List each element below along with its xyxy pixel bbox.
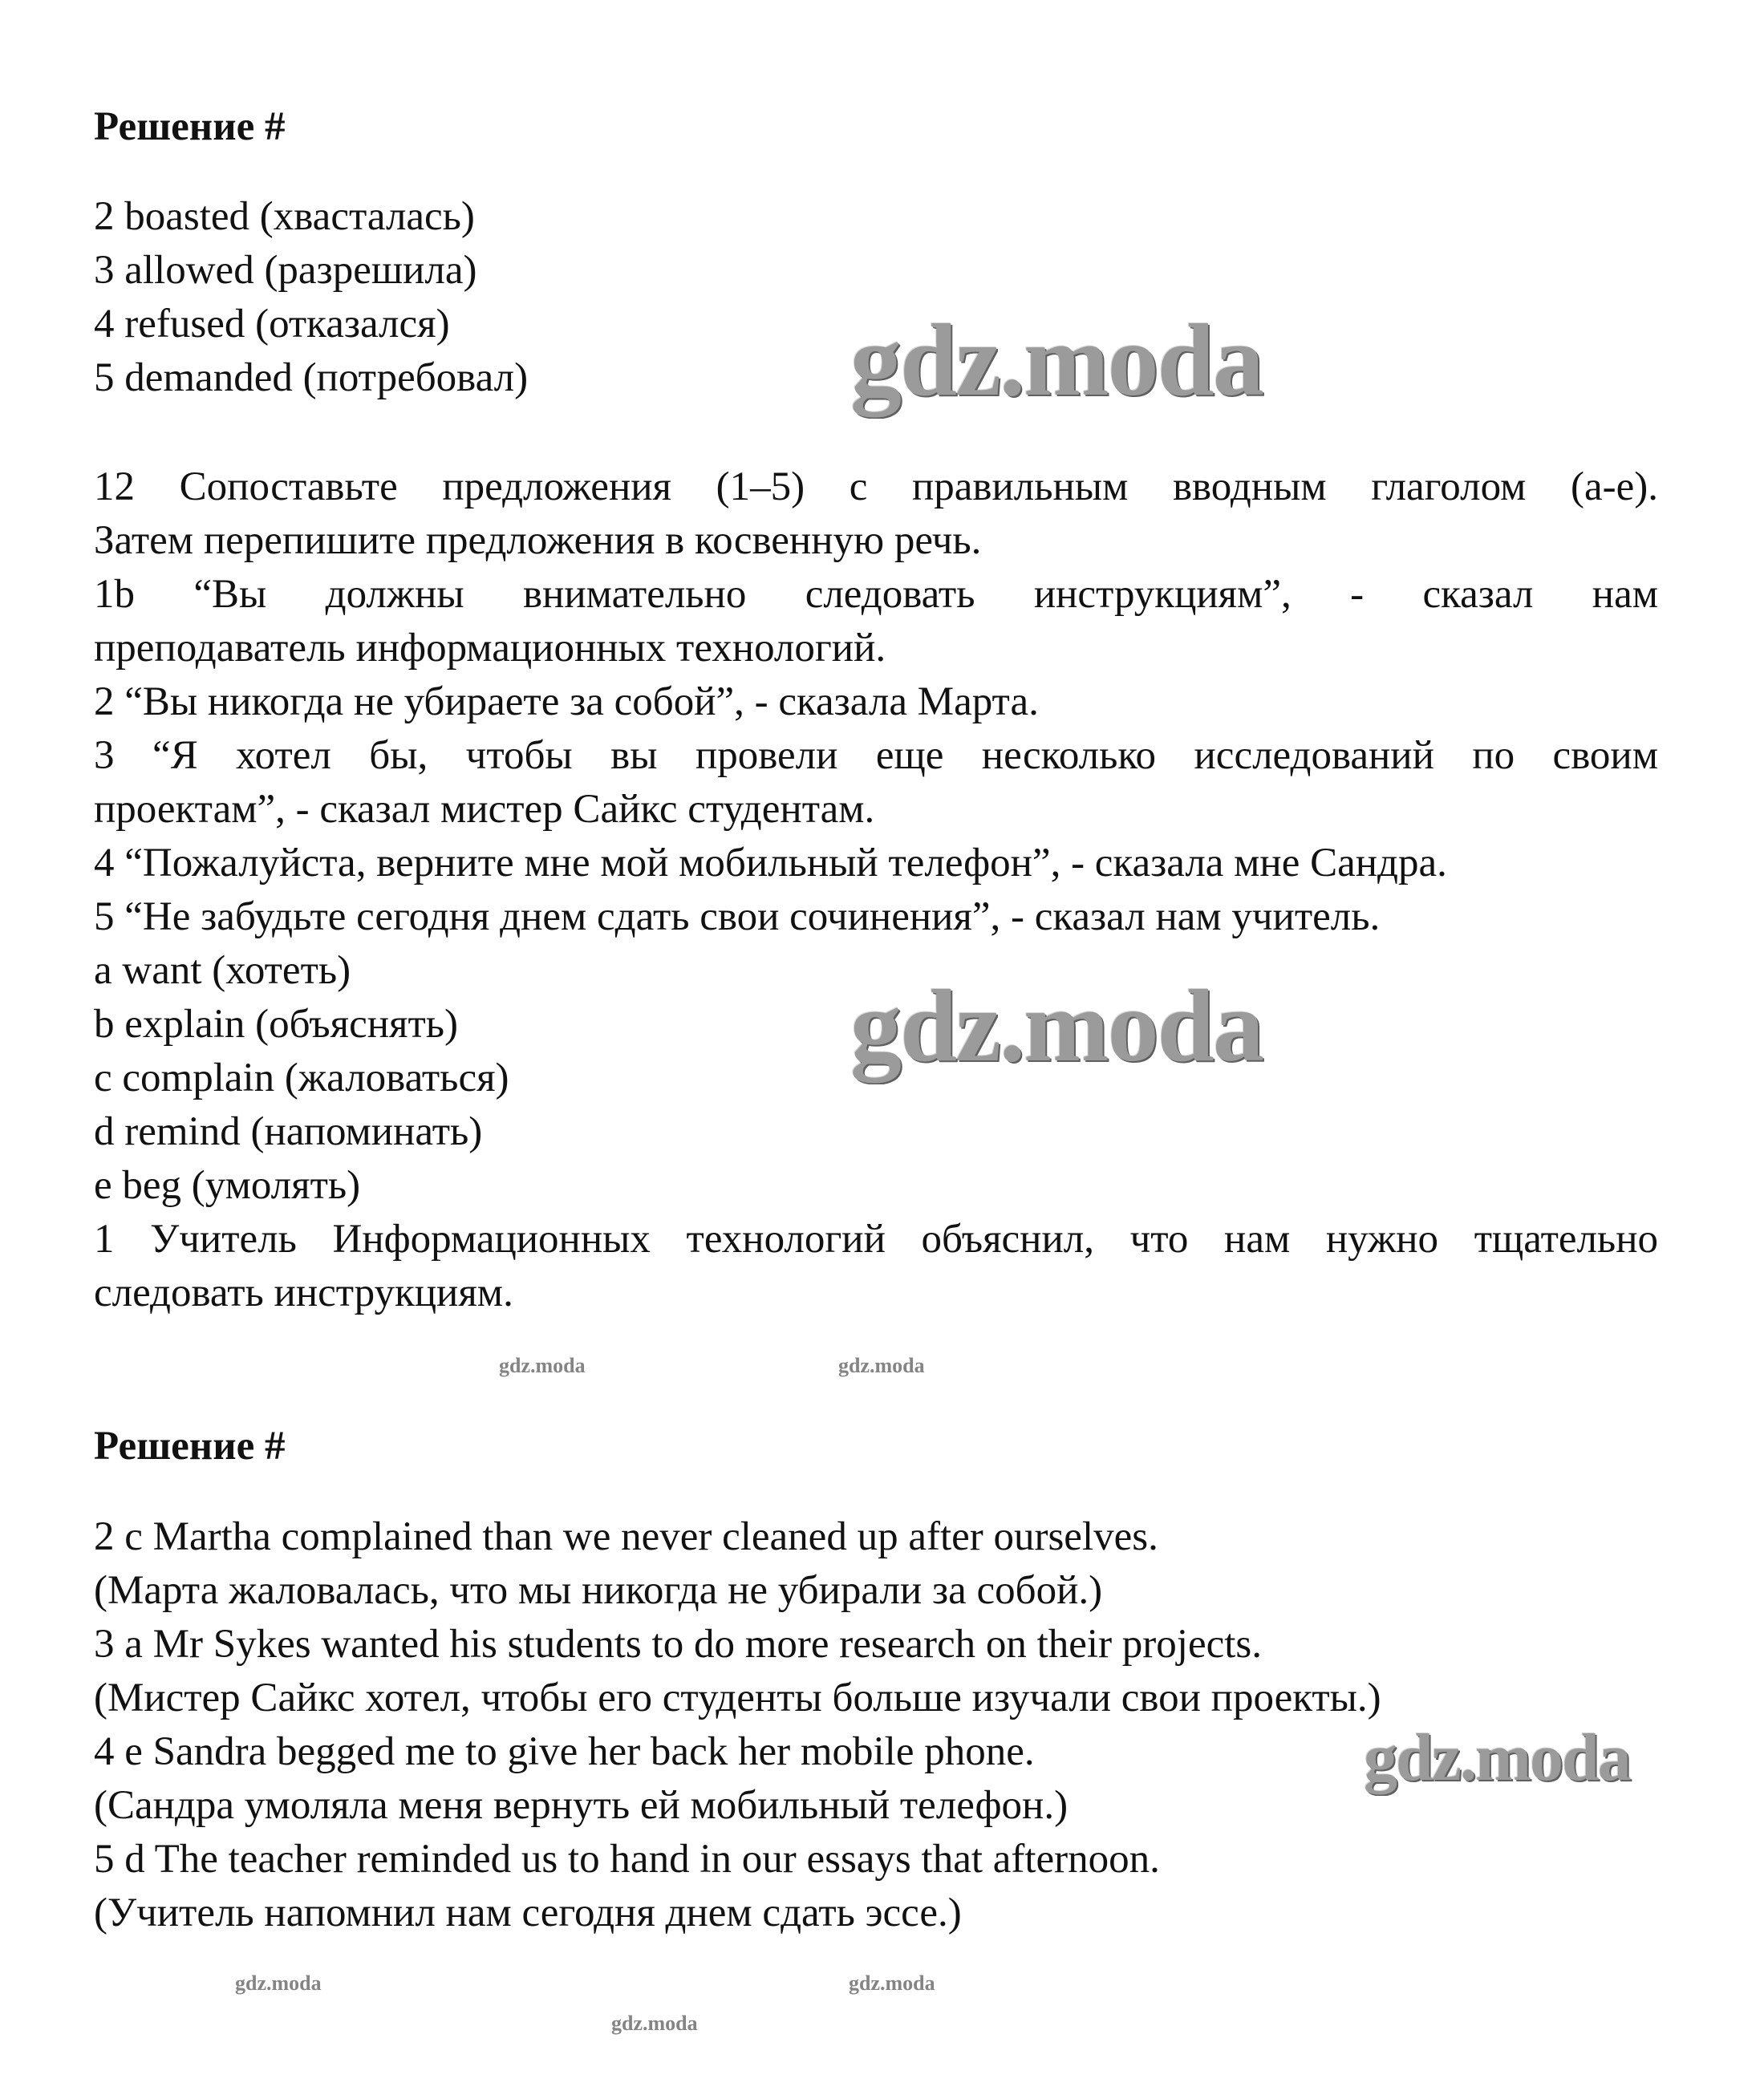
answer-line: 2 c Martha complained than we never cleaned up after ourselves. [94,1514,1158,1559]
answer-line: (Марта жаловалась, что мы никогда не убирали за собой.) [94,1568,1103,1613]
task-line: 12 Сопоставьте предложения (1–5) с правильным вводным глаголом (a-e). [94,464,1658,509]
watermark-small: gdz.moda [235,1971,322,1995]
answer-line: 4 refused (отказался) [94,302,450,346]
answer-line: (Мистер Сайкс хотел, чтобы его студенты больше изучали свои проекты.) [94,1676,1381,1720]
answer-line: (Сандра умоляла меня вернуть ей мобильный телефон.) [94,1783,1069,1828]
answer-line: 3 a Mr Sykes wanted his students to do more research on their projects. [94,1622,1262,1667]
watermark: gdz.moda [850,969,1263,1083]
task-line: 1b “Вы должны внимательно следовать инструкциям”, - сказал нам [94,572,1658,617]
section2-heading: Решение # [94,1424,286,1469]
watermark-small: gdz.moda [849,1971,935,1995]
task-line: преподаватель информационных технологий. [94,626,886,671]
task-line: 4 “Пожалуйста, верните мне мой мобильный телефон”, - сказала мне Сандра. [94,841,1447,885]
option-line: c complain (жаловаться) [94,1056,509,1100]
task-line: 5 “Не забудьте сегодня днем сдать свои сочинения”, - сказал нам учитель. [94,894,1381,939]
watermark-small: gdz.moda [838,1354,925,1377]
watermark: gdz.moda [1364,1720,1630,1795]
option-line: b explain (объяснять) [94,1002,459,1047]
watermark-small: gdz.moda [611,2012,698,2035]
option-line: d remind (напоминать) [94,1109,483,1154]
task-line: 3 “Я хотел бы, чтобы вы провели еще несколько исследований по своим [94,733,1658,778]
task-line: Затем перепишите предложения в косвенную речь. [94,518,982,563]
option-line: a want (хотеть) [94,948,351,993]
answer-line: 4 e Sandra begged me to give her back her mobile phone. [94,1729,1035,1774]
watermark-small: gdz.moda [499,1354,586,1377]
answer-line: 3 allowed (разрешила) [94,248,477,293]
watermark: gdz.moda [850,303,1263,417]
answer-line: 5 demanded (потребовал) [94,355,529,400]
task-line: 2 “Вы никогда не убираете за собой”, - сказала Марта. [94,679,1039,724]
answer-line: (Учитель напомнил нам сегодня днем сдать эссе.) [94,1890,962,1935]
task-line: проектам”, - сказал мистер Сайкс студентам. [94,787,875,832]
answer-line: 2 boasted (хвасталась) [94,194,475,239]
section1-heading: Решение # [94,104,286,149]
task-line: 1 Учитель Информационных технологий объяснил, что нам нужно тщательно [94,1217,1658,1262]
task-line: следовать инструкциям. [94,1270,513,1315]
option-line: e beg (умолять) [94,1163,361,1208]
answer-line: 5 d The teacher reminded us to hand in our essays that afternoon. [94,1837,1160,1882]
